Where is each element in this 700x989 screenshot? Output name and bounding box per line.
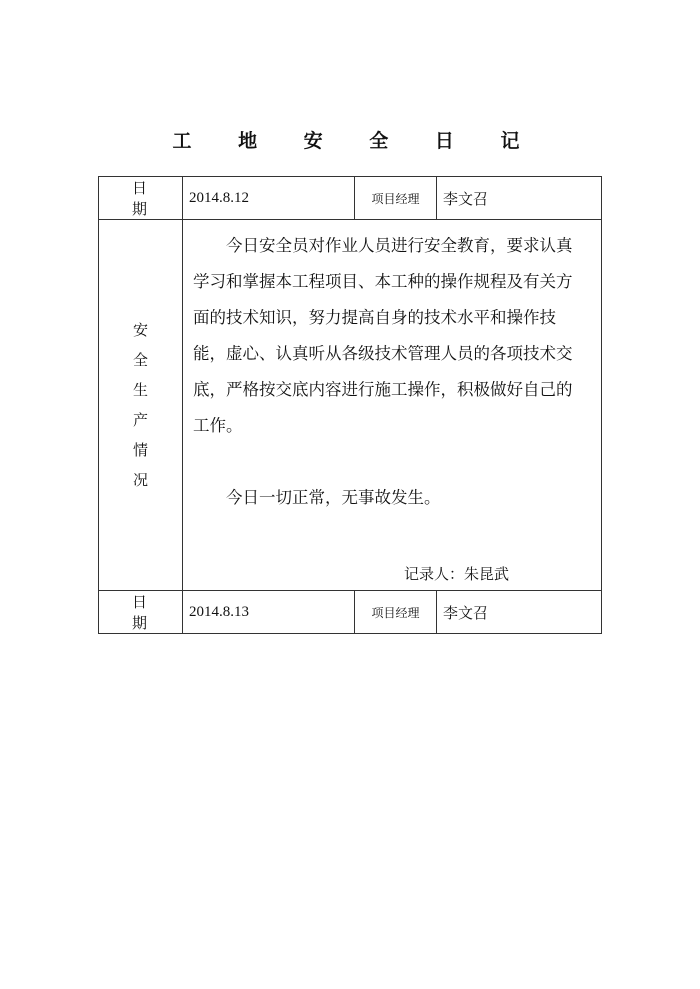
safety-paragraph: 今日安全员对作业人员进行安全教育，要求认真学习和掌握本工程项目、本工种的操作规程及有关方面的技术知识，努力提高自身的技术水平和操作技能，虚心、认真听从各级技术管理人员的各项技术交底，严格按交底内容进行施工操作，积极做好自己的工作。 [193, 236, 573, 435]
side-char: 全 [132, 351, 148, 369]
safety-row [99, 220, 602, 591]
recorder: 记录人：朱昆武 [403, 565, 509, 583]
date-value: 2014.8.13 [183, 591, 355, 634]
safety-content [183, 220, 602, 591]
diary-table [98, 176, 602, 634]
project-manager-value: 李文召 [437, 591, 602, 634]
date-value: 2014.8.12 [183, 177, 355, 220]
side-char: 产 [132, 411, 148, 429]
date-label: 日 期 [99, 177, 183, 220]
safety-status-label [99, 220, 183, 591]
project-manager-value: 李文召 [437, 177, 602, 220]
date-label: 日 期 [99, 591, 183, 634]
side-char: 安 [132, 321, 148, 339]
side-char: 生 [132, 381, 148, 399]
safety-summary: 今日一切正常，无事故发生。 [226, 488, 441, 507]
entry-header-row [99, 177, 602, 220]
side-char: 情 [132, 441, 148, 459]
project-manager-label: 项目经理 [355, 591, 437, 634]
side-char: 况 [132, 471, 148, 489]
document-title: 工 地 安 全 日 记 [172, 130, 540, 152]
entry-header-row [99, 591, 602, 634]
project-manager-label: 项目经理 [355, 177, 437, 220]
